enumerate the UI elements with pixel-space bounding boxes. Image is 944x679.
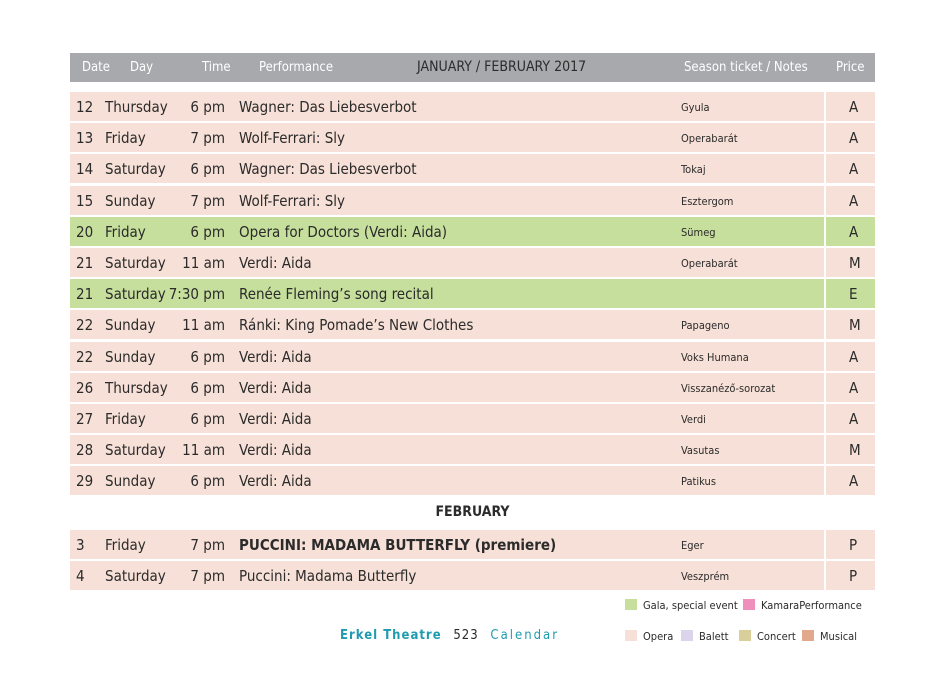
cell-day: Friday [105,409,146,428]
legend-swatch-opera [625,630,637,641]
cell-day: Saturday [105,567,166,586]
cell-notes: Esztergom [681,194,734,208]
header-price: Price [836,60,865,75]
cell-price: A [849,160,859,179]
cell-time: 6 pm [190,347,225,366]
cell-price: M [849,253,861,272]
table-row [70,186,875,215]
footer-section: Calendar [490,628,560,643]
column-divider [824,561,826,590]
cell-price: M [849,441,861,460]
cell-time: 11 am [182,316,225,335]
cell-day: Thursday [105,378,168,397]
legend-swatch-concert [739,630,751,641]
cell-notes: Voks Humana [681,350,749,364]
cell-price: A [849,347,859,366]
table-row [70,92,875,121]
column-divider [824,217,826,246]
cell-time: 6 pm [190,472,225,491]
header-notes: Season ticket / Notes [684,60,808,75]
cell-time: 7 pm [190,191,225,210]
legend-swatch-balett [681,630,693,641]
cell-price: P [849,567,858,586]
column-divider [824,466,826,495]
cell-price: M [849,316,861,335]
header-date: Date [82,60,110,75]
footer [340,628,559,643]
column-divider [824,92,826,121]
cell-date: 14 [76,160,94,179]
cell-time: 6 pm [190,222,225,241]
cell-time: 6 pm [190,378,225,397]
cell-performance: Verdi: Aida [239,347,312,366]
cell-day: Saturday [105,285,166,304]
cell-time: 7 pm [190,536,225,554]
cell-performance: Verdi: Aida [239,378,312,397]
column-divider [824,186,826,215]
column-divider [824,404,826,433]
column-divider [824,530,826,559]
table-row [70,466,875,495]
cell-price: A [849,222,859,241]
table-row [70,310,875,339]
february-list [70,530,875,592]
column-divider [824,279,826,308]
cell-day: Sunday [105,316,156,335]
legend-balett [681,630,728,643]
legend-swatch-gala [625,599,637,610]
cell-date: 21 [76,253,94,272]
cell-time: 7 pm [190,129,225,148]
legend-swatch-kamara [743,599,755,610]
cell-price: A [849,378,859,397]
legend-label-balett: Balett [699,630,729,643]
table-row [70,404,875,433]
cell-price: A [849,472,859,491]
cell-date: 20 [76,222,94,241]
cell-notes: Vasutas [681,444,720,458]
cell-date: 12 [76,98,94,116]
column-divider [824,342,826,371]
cell-time: 7:30 pm [168,285,225,304]
cell-price: E [849,285,858,304]
table-row [70,373,875,402]
cell-date: 13 [76,129,94,148]
cell-price: P [849,536,858,554]
legend-label-musical: Musical [820,630,857,643]
header-day: Day [130,60,154,75]
cell-date: 29 [76,472,94,491]
legend-opera [625,630,673,643]
cell-date: 3 [76,536,85,554]
cell-performance: PUCCINI: MADAMA BUTTERFLY (premiere) [239,536,557,554]
cell-price: A [849,191,859,210]
cell-notes: Gyula [681,101,710,114]
february-heading: FEBRUARY [435,504,510,520]
cell-date: 15 [76,191,94,210]
column-divider [824,310,826,339]
cell-day: Friday [105,222,146,241]
cell-day: Saturday [105,441,166,460]
legend-concert [739,630,796,643]
cell-day: Friday [105,536,146,554]
cell-date: 28 [76,441,94,460]
header-performance: Performance [259,60,334,75]
cell-date: 22 [76,347,94,366]
table-row [70,435,875,464]
table-header [70,53,875,82]
cell-day: Thursday [105,98,168,116]
cell-day: Sunday [105,191,156,210]
cell-time: 11 am [182,441,225,460]
cell-notes: Tokaj [681,163,706,177]
cell-date: 21 [76,285,94,304]
cell-performance: Opera for Doctors (Verdi: Aida) [239,222,448,241]
cell-notes: Visszanéző-sorozat [681,381,776,395]
table-row [70,248,875,277]
cell-time: 7 pm [190,567,225,586]
legend-musical [802,630,857,643]
cell-notes: Sümeg [681,225,716,239]
column-divider [824,154,826,183]
cell-notes: Operabarát [681,132,738,146]
legend-label-kamara: KamaraPerformance [761,599,862,612]
header-time: Time [202,60,231,75]
cell-performance: Puccini: Madama Butterfly [239,567,417,586]
table-row [70,561,875,590]
cell-performance: Verdi: Aida [239,253,312,272]
cell-notes: Operabarát [681,256,738,270]
cell-price: A [849,98,859,116]
header-title: JANUARY / FEBRUARY 2017 [417,59,587,75]
table-row [70,154,875,183]
cell-price: A [849,409,859,428]
cell-performance: Wolf-Ferrari: Sly [239,191,346,210]
cell-day: Sunday [105,347,156,366]
cell-performance: Wagner: Das Liebesverbot [239,160,417,179]
cell-time: 6 pm [190,409,225,428]
cell-date: 27 [76,409,94,428]
cell-notes: Veszprém [681,570,730,584]
legend-kamara [743,599,862,612]
cell-performance: Verdi: Aida [239,441,312,460]
cell-day: Friday [105,129,146,148]
cell-time: 6 pm [190,98,225,116]
legend-label-opera: Opera [643,630,674,643]
table-row [70,217,875,246]
cell-performance: Verdi: Aida [239,472,312,491]
table-row [70,342,875,371]
legend-label-concert: Concert [757,630,796,643]
cell-time: 6 pm [190,160,225,179]
legend-label-gala: Gala, special event [643,599,738,612]
cell-notes: Verdi [681,412,706,426]
cell-time: 11 am [182,253,225,272]
cell-price: A [849,129,859,148]
footer-page-number: 523 [453,628,479,643]
cell-performance: Renée Fleming’s song recital [239,285,434,304]
column-divider [824,373,826,402]
cell-date: 4 [76,567,85,586]
cell-day: Saturday [105,253,166,272]
table-row [70,279,875,308]
legend-swatch-musical [802,630,814,641]
january-list [70,92,875,497]
table-row [70,123,875,152]
cell-day: Sunday [105,472,156,491]
legend-gala [625,599,738,612]
cell-day: Saturday [105,160,166,179]
table-row [70,530,875,559]
cell-notes: Papageno [681,319,730,333]
cell-date: 22 [76,316,94,335]
cell-performance: Ránki: King Pomade’s New Clothes [239,316,474,335]
cell-performance: Verdi: Aida [239,409,312,428]
cell-notes: Eger [681,539,704,552]
column-divider [824,248,826,277]
column-divider [824,123,826,152]
cell-date: 26 [76,378,94,397]
cell-performance: Wolf-Ferrari: Sly [239,129,346,148]
footer-theatre: Erkel Theatre [340,628,442,643]
column-divider [824,435,826,464]
cell-notes: Patikus [681,475,716,489]
cell-performance: Wagner: Das Liebesverbot [239,98,417,116]
